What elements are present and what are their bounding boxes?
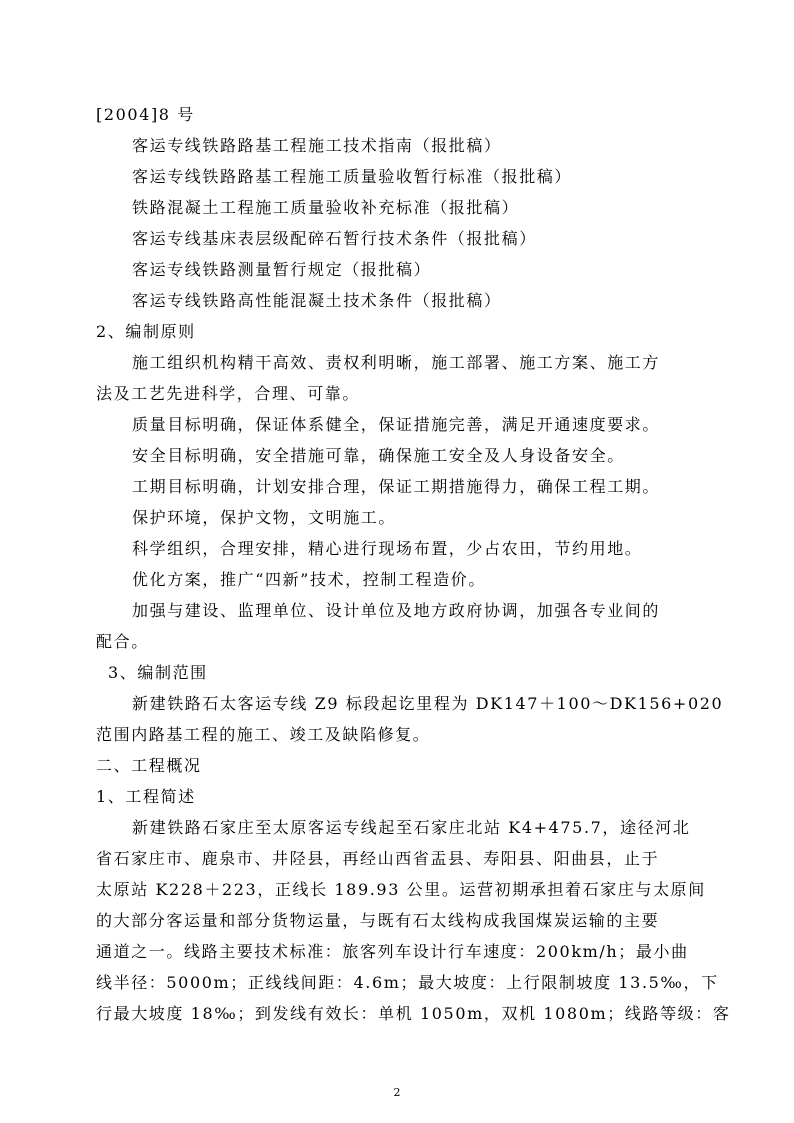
paragraph-line: 范围内路基工程的施工、竣工及缺陷修复。 — [96, 725, 431, 744]
paragraph-line: 行最大坡度 18‰；到发线有效长：单机 1050m，双机 1080m；线路等级：客 — [96, 1004, 731, 1023]
paragraph-line: 保护环境，保护文物，文明施工。 — [132, 508, 397, 527]
paragraph-line: 省石家庄市、鹿泉市、井陉县，再经山西省盂县、寿阳县、阳曲县，止于 — [96, 849, 660, 868]
reference-item: 客运专线铁路高性能混凝土技术条件（报批稿） — [132, 291, 502, 310]
paragraph-line: 太原站 K228＋223，正线长 189.93 公里。运营初期承担着石家庄与太原间 — [96, 880, 706, 899]
paragraph-line: 科学组织，合理安排，精心进行现场布置，少占农田，节约用地。 — [132, 539, 643, 558]
paragraph-line: 法及工艺先进科学，合理、可靠。 — [96, 384, 361, 403]
chapter-heading: 二、工程概况 — [96, 756, 202, 775]
reference-item: 客运专线铁路路基工程施工质量验收暂行标准（报批稿） — [132, 167, 573, 186]
reference-item: 客运专线基床表层级配碎石暂行技术条件（报批稿） — [132, 229, 537, 248]
paragraph-line: 新建铁路石家庄至太原客运专线起至石家庄北站 K4+475.7，途径河北 — [132, 818, 691, 837]
section-heading: 3、编制范围 — [108, 663, 208, 682]
reference-item: 铁路混凝土工程施工质量验收补充标准（报批稿） — [132, 198, 520, 217]
paragraph-line: 新建铁路石太客运专线 Z9 标段起讫里程为 DK147＋100～DK156+020 — [132, 694, 724, 713]
paragraph-line: 的大部分客运量和部分货物运量，与既有石太线构成我国煤炭运输的主要 — [96, 911, 660, 930]
paragraph-line: 通道之一。线路主要技术标准：旅客列车设计行车速度：200km/h；最小曲 — [96, 942, 689, 961]
section-heading: 1、工程简述 — [96, 787, 196, 806]
reference-item: 客运专线铁路路基工程施工技术指南（报批稿） — [132, 136, 502, 155]
paragraph-line: 线半径：5000m；正线线间距：4.6m；最大坡度：上行限制坡度 13.5‰，下 — [96, 973, 719, 992]
paragraph-line: 施工组织机构精干高效、责权利明晰，施工部署、施工方案、施工方 — [132, 353, 661, 372]
paragraph-line: 质量目标明确，保证体系健全，保证措施完善，满足开通速度要求。 — [132, 415, 661, 434]
paragraph-line: 优化方案，推广“四新”技术，控制工程造价。 — [132, 570, 486, 589]
paragraph-line: 工期目标明确，计划安排合理，保证工期措施得力，确保工程工期。 — [132, 477, 661, 496]
page-number: 2 — [393, 1086, 401, 1099]
paragraph-line: 加强与建设、监理单位、设计单位及地方政府协调，加强各专业间的 — [132, 601, 661, 620]
reference-item: 客运专线铁路测量暂行规定（报批稿） — [132, 260, 432, 279]
reference-line: [2004]8 号 — [96, 105, 195, 124]
section-heading: 2、编制原则 — [96, 322, 196, 341]
paragraph-line: 安全目标明确，安全措施可靠，确保施工安全及人身设备安全。 — [132, 446, 625, 465]
paragraph-line: 配合。 — [96, 632, 149, 651]
